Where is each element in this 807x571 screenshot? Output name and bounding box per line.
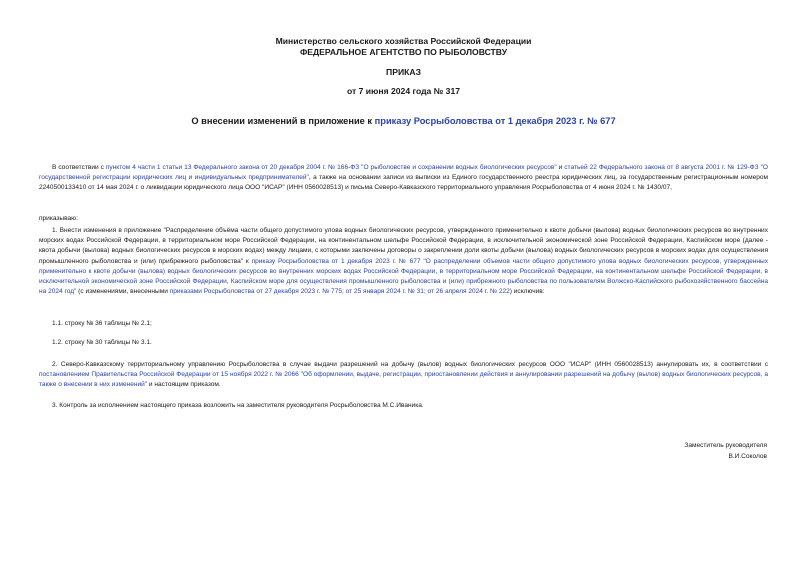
item-2-paragraph	[39, 360, 768, 391]
amending-orders-link[interactable]: приказами Росрыболовства от 27 декабря 2023 г. № 775; от 25 января 2024 г. № 31; от 26 апреля 2024 г. № 222	[169, 288, 510, 296]
federal-law-129-link[interactable]: статьей 22 Федерального закона от 8 августа 2001 г. № 129-ФЗ "О государственной регистрации юридических лиц и индивидуальных предпринимателей"	[39, 164, 768, 182]
agency-name: ФЕДЕРАЛЬНОЕ АГЕНТСТВО ПО РЫБОЛОВСТВУ	[299, 47, 508, 57]
order-677-link[interactable]: приказу Росрыболовства от 1 декабря 2023 г. № 677 "О распределении объемов части общего допустимого улова водных биологических ресурсов, утвержденных применительно к квоте добычи (вылова) водных биологических ресурсов во внутренних морских водах Российской Федерации, в территориальном море Российской Федерации, на континентальном шельфе Российской Федерации, в исключительной экономической зоне Российской Федерации, Каспийском море для осуществления промышленного рыболовства и (или) прибрежного рыболовства по пользователям Волжско-Каспийского рыбохозяйственного бассейна на 2024 год"	[39, 257, 768, 296]
document-date-number: от 7 июня 2024 года № 317	[346, 86, 461, 96]
title-text: О внесении изменений в приложение к	[191, 116, 375, 126]
preamble-text-3: , а также на основании записи из выписки из Единого государственного реестра юридических лиц, за государственным регистрационным номером 2240500133410 от 14 мая 2024 г. о ликвидации юридического лица ООО "ИСАР" (ИНН 0560028513) и письма Северо-Кавказского территориального управления Росрыболовства от 4 июня 2024 г. № 1430/07,	[39, 174, 768, 192]
item-1-paragraph	[39, 226, 768, 297]
order-word: приказываю:	[39, 215, 78, 222]
item-1-1: 1.1. строку № 36 таблицы № 2.1;	[52, 320, 152, 327]
preamble-text-2: и	[556, 164, 565, 171]
item-1-2: 1.2. строку № 30 таблицы № 3.1.	[52, 339, 152, 346]
item-2-text-1: 2. Северо-Кавказскому территориальному управлению Росрыболовства в случае выдачи разрешений на добычу (вылов) водных биологических ресурсов ООО "ИСАР" (ИНН 0560028513) аннулировать их, в соответствии с	[52, 361, 768, 368]
document-title	[0, 116, 807, 126]
government-decree-2066-link[interactable]: постановлением Правительства Российской Федерации от 15 ноября 2022 г. № 2066 "Об оформлении, выдаче, регистрации, приостановлении действия и аннулировании разрешений на добычу (вылов) водных биологических ресурсов, а также о внесении в них изменений"	[39, 371, 768, 389]
preamble-paragraph	[39, 163, 768, 194]
title-order-link[interactable]: приказу Росрыболовства от 1 декабря 2023 г. № 677	[374, 116, 616, 126]
document-type: ПРИКАЗ	[386, 67, 421, 77]
item-1-text-2: (с изменениями, внесенными	[76, 288, 170, 296]
item-1-text-3: ) исключив:	[509, 288, 545, 296]
item-3: 3. Контроль за исполнением настоящего приказа возложить на заместителя руководителя Росрыболовства М.С.Иваника.	[52, 402, 424, 409]
preamble-text-1: В соответствии с	[52, 164, 106, 171]
item-2-text-2: и настоящим приказом.	[147, 381, 221, 389]
signature-name: В.И.Соколов	[728, 453, 767, 460]
item-1-text-1: 1. Внести изменения в приложение "Распределение объёма части общего допустимого улова водных биологических ресурсов, утвержденного применительно к квоте добычи (вылова) водных биологических ресурсов во внутренних морских водах Российской Федерации, в территориальном море Российской Федерации, на континентальном шельфе Российской Федерации, в исключительной экономической зоне Российской Федерации, Каспийском море (далее - квота добычи (вылова) водных биологических ресурсов в морских водах) между лицами, с которыми заключены договоры о закреплении доли квоты добычи (вылова) водных биологических ресурсов в морских водах для осуществления промышленного рыболовства и (или) прибрежного рыболовства" к	[39, 227, 768, 265]
ministry-name: Министерство сельского хозяйства Российской Федерации	[275, 36, 532, 46]
federal-law-166-link[interactable]: пунктом 4 части 1 статьи 13 Федерального закона от 20 декабря 2004 г. № 166-ФЗ "О рыболовстве и сохранении водных биологических ресурсов"	[105, 164, 557, 171]
signature-position: Заместитель руководителя	[684, 442, 767, 449]
